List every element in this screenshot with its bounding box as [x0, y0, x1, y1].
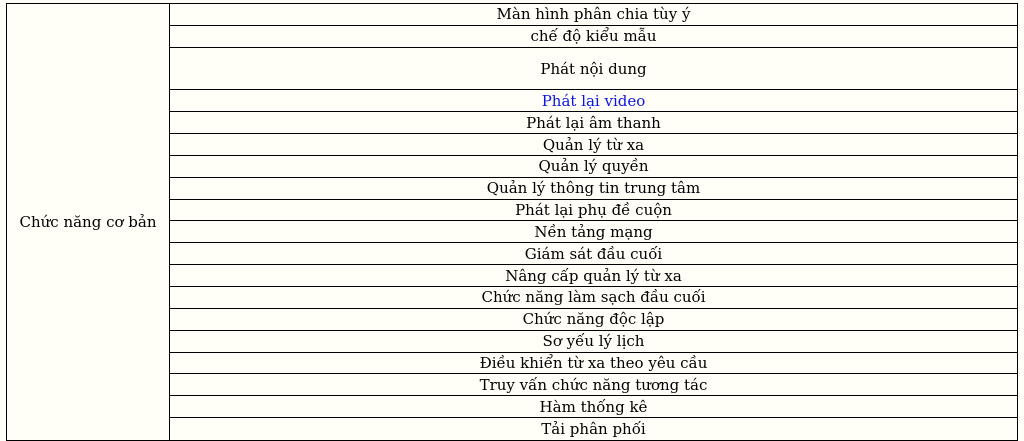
feature-row-remote-upgrade: Nâng cấp quản lý từ xa — [170, 265, 1017, 287]
feature-row-permission-management: Quản lý quyền — [170, 156, 1017, 178]
feature-row-network-platform: Nền tảng mạng — [170, 221, 1017, 243]
feature-row-template-mode: chế độ kiểu mẫu — [170, 26, 1017, 48]
feature-link-video-playback[interactable]: Phát lại video — [170, 90, 1017, 112]
feature-row-distribution-load: Tải phân phối — [541, 419, 646, 438]
feature-row-resume: Sơ yếu lý lịch — [170, 331, 1017, 353]
features-column — [170, 4, 1017, 440]
feature-row-split-screen: Màn hình phân chia tùy ý — [170, 4, 1017, 26]
feature-row-standalone: Chức năng độc lập — [170, 309, 1017, 331]
feature-row-remote-management: Quản lý từ xa — [170, 134, 1017, 156]
feature-row-content-playback: Phát nội dung — [170, 48, 1017, 91]
feature-row-terminal-cleanup: Chức năng làm sạch đầu cuối — [170, 287, 1017, 309]
feature-row-audio-playback: Phát lại âm thanh — [170, 112, 1017, 134]
category-cell: Chức năng cơ bản — [7, 4, 170, 440]
feature-row-statistics: Hàm thống kê — [170, 396, 1017, 418]
feature-row-interactive-query: Truy vấn chức năng tương tác — [170, 374, 1017, 396]
feature-row-scrolling-subtitles: Phát lại phụ đề cuộn — [170, 200, 1017, 222]
feature-row-terminal-monitoring: Giám sát đầu cuối — [170, 243, 1017, 265]
feature-table — [6, 3, 1018, 441]
feature-row-central-info-management: Quản lý thông tin trung tâm — [170, 178, 1017, 200]
feature-row-on-demand-remote: Điều khiển từ xa theo yêu cầu — [170, 353, 1017, 375]
